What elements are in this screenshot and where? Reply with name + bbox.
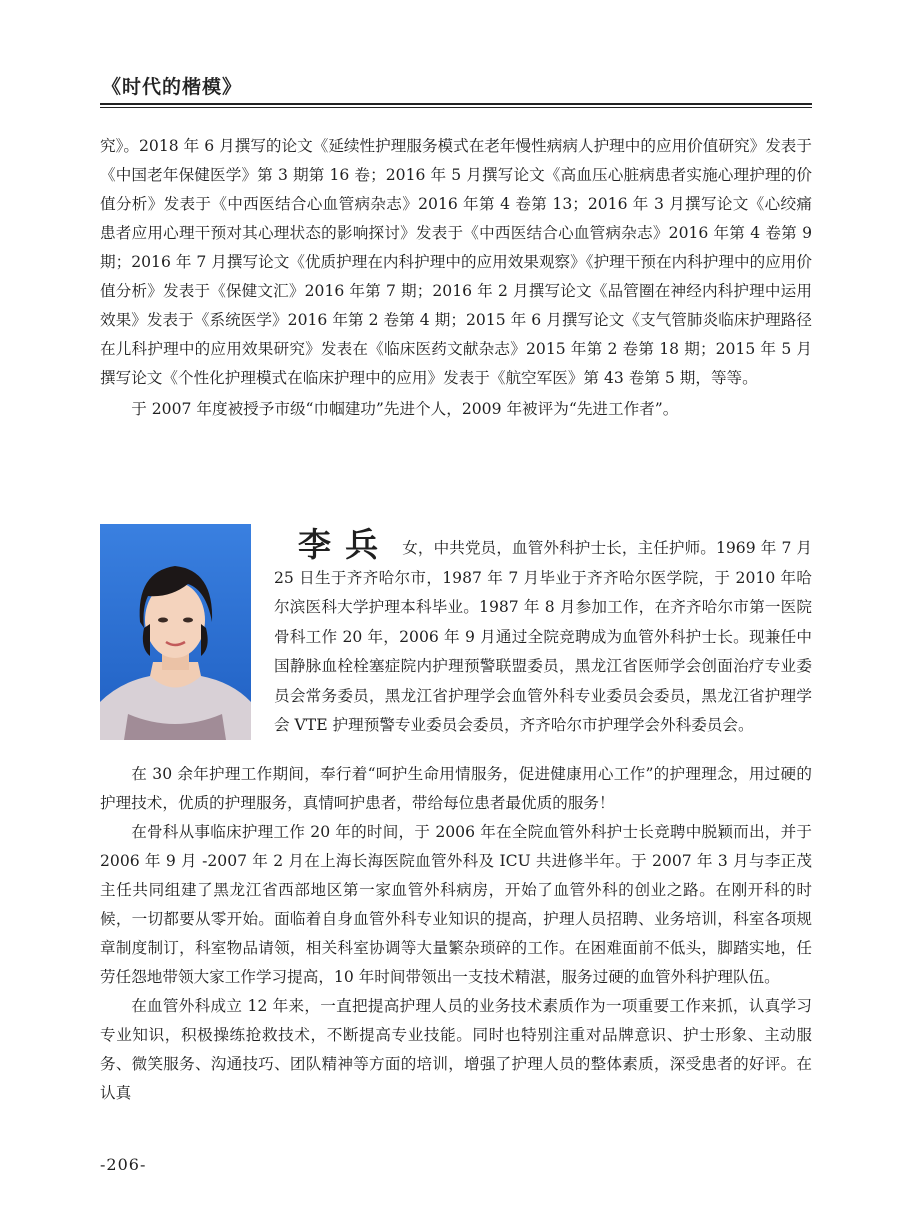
body-paragraph-2: 在骨科从事临床护理工作 20 年的时间，于 2006 年在全院血管外科护士长竞聘中脱颖而出，并于 2006 年 9 月 -2007 年 2 月在上海长海医院血管外科及 ICU 共进修半年。于 2007 年 3 月与李正茂主任共同组建了黑龙江省西部地区第一家血管外科病房，开始了血管外科的创业之路。在刚开科的时候，一切都要从零开始。面临着自身血管外科专业知识的提高，护理人员招聘、业务培训，科室各项规章制度制订，科室物品请领，相关科室协调等大量繁杂琐碎的工作。在困难面前不低头，脚踏实地，任劳任怨地带领大家工作学习提高，10 年时间带领出一支技术精湛，服务过硬的血管外科护理队伍。	[100, 823, 812, 986]
continuation-paragraph: 究》。2018 年 6 月撰写的论文《延续性护理服务模式在老年慢性病病人护理中的应用价值研究》发表于《中国老年保健医学》第 3 期第 16 卷；2016 年 5 月撰写论文《高血压心脏病患者实施心理护理的价值分析》发表于《中西医结合心血管病杂志》2016 年第 4 卷第 13；2016 年 3 月撰写论文《心绞痛患者应用心理干预对其心理状态的影响探讨》发表于《中西医结合心血管病杂志》2016 年第 4 卷第 9 期；2016 年 7 月撰写论文《优质护理在内科护理中的应用效果观察》《护理干预在内科护理中的应用价值分析》发表于《保健文汇》2016 年第 7 期；2016 年 2 月撰写论文《品管圈在神经内科护理中运用效果》发表于《系统医学》2016 年第 2 卷第 4 期；2015 年 6 月撰写论文《支气管肺炎临床护理路径在儿科护理中的应用效果研究》发表在《临床医药文献杂志》2015 年第 2 卷第 18 期；2015 年 5 月撰写论文《个性化护理模式在临床护理中的应用》发表于《航空军医》第 43 卷第 5 期，等等。	[100, 137, 812, 387]
profile-intro	[274, 525, 813, 741]
top-paragraphs	[100, 132, 812, 424]
page-number: -206-	[100, 1155, 147, 1174]
profile-intro-text: 女，中共党员，血管外科护士长，主任护师。1969 年 7 月 25 日生于齐齐哈尔市，1987 年 7 月毕业于齐齐哈尔医学院，于 2010 年哈尔滨医科大学护理本科毕业。1987 年 8 月参加工作，在齐齐哈尔市第一医院骨科工作 20 年，2006 年 9 月通过全院竞聘成为血管外科护士长。现兼任中国静脉血栓栓塞症院内护理预警联盟委员，黑龙江省医师学会创面治疗专业委员会常务委员，黑龙江省护理学会血管外科专业委员会委员，黑龙江省护理学会 VTE 护理预警专业委员会委员，齐齐哈尔市护理学会外科委员会。	[274, 539, 813, 734]
body-paragraph-1: 在 30 余年护理工作期间，奉行着“呵护生命用情服务，促进健康用心工作”的护理理念，用过硬的护理技术，优质的护理服务，真情呵护患者，带给每位患者最优质的服务！	[100, 765, 812, 812]
running-header-title: 《时代的楷模》	[102, 76, 243, 98]
header-rule-thick	[100, 103, 812, 105]
profile-name: 李兵	[298, 525, 393, 564]
portrait-photo	[100, 524, 251, 740]
body-paragraphs	[100, 760, 812, 1108]
award-paragraph: 于 2007 年度被授予市级“巾帼建功”先进个人，2009 年被评为“先进工作者”。	[131, 400, 679, 418]
portrait-image	[100, 524, 251, 740]
header-rule-thin	[100, 107, 812, 108]
body-paragraph-3: 在血管外科成立 12 年来，一直把提高护理人员的业务技术素质作为一项重要工作来抓，认真学习专业知识，积极操练抢救技术，不断提高专业技能。同时也特别注重对品牌意识、护士形象、主动服务、微笑服务、沟通技巧、团队精神等方面的培训，增强了护理人员的整体素质，深受患者的好评。在认真	[100, 997, 812, 1102]
